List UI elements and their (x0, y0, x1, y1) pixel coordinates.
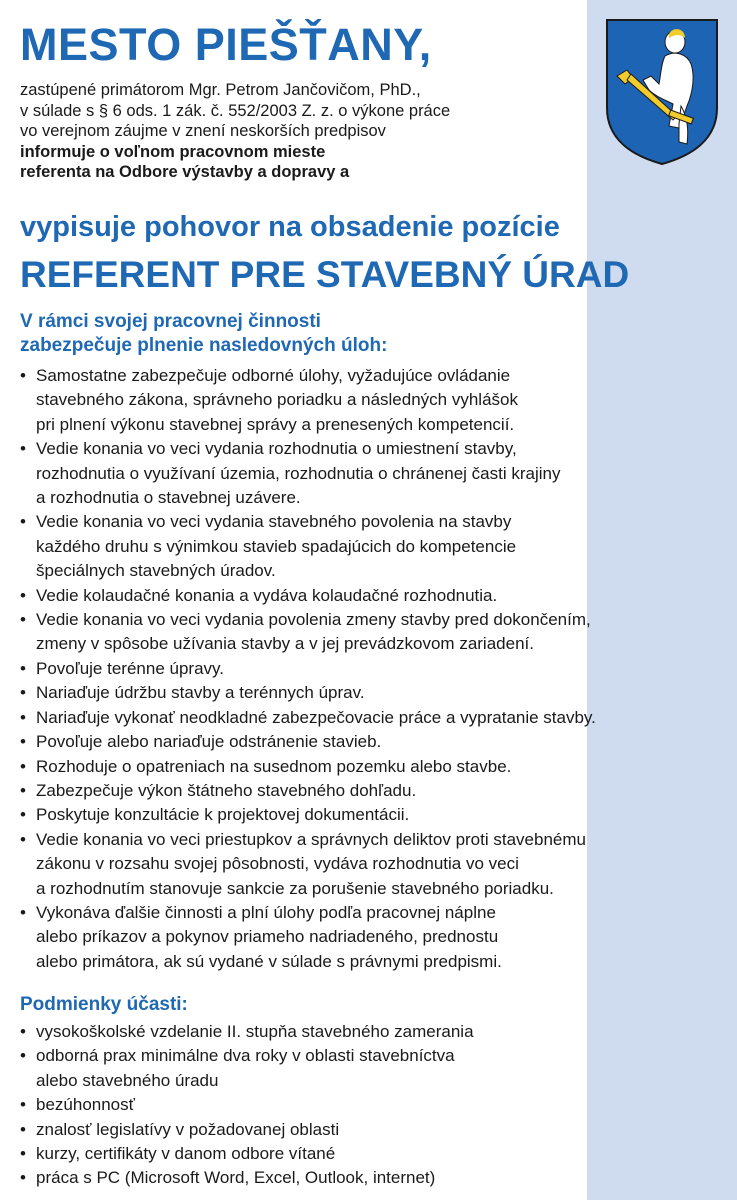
duty-item-line: • Samostatne zabezpečuje odborné úlohy, vyžadujúce ovládanie (36, 366, 511, 385)
duty-item-line: • Povoľuje terénne úpravy. (36, 658, 224, 678)
duty-item (20, 803, 732, 827)
duty-item-line: • Rozhoduje o opatreniach na susednom pozemku alebo stavbe. (36, 756, 512, 776)
duty-item-line: • Povoľuje alebo nariaďuje odstránenie stavieb. (36, 732, 382, 752)
intro-text (20, 80, 590, 183)
condition-item (20, 1142, 732, 1166)
duty-item (20, 901, 732, 974)
duty-item-line: pri plnení výkonu stavebnej správy a prenesených kompetencií. (36, 414, 515, 434)
duty-item (20, 584, 732, 608)
duty-item-line: • Vedie konania vo veci vydania rozhodnutia o umiestnení stavby, (36, 439, 517, 459)
condition-item-line: • práca s PC (Microsoft Word, Excel, Outlook, internet) (36, 1168, 436, 1188)
duties-heading-line: zabezpečuje plnenie nasledovných úloh: (20, 335, 388, 356)
duty-item-line: a rozhodnutia o stavebnej uzávere. (36, 488, 301, 508)
duties-heading-line: V rámci svojej pracovnej činnosti (20, 311, 321, 332)
duties-list (20, 364, 732, 974)
intro-line: zastúpené primátorom Mgr. Petrom Jančovičom, PhD., (20, 81, 421, 99)
duty-item (20, 828, 732, 901)
duty-item-line: alebo príkazov a pokynov priameho nadriadeného, prednostu (36, 927, 499, 947)
duty-item (20, 755, 732, 779)
duty-item (20, 437, 732, 510)
intro-bold-line: informuje o voľnom pracovnom mieste (20, 142, 326, 161)
duty-item-line: • Nariaďuje vykonať neodkladné zabezpečovacie práce a vypratanie stavby. (36, 707, 596, 727)
duty-item-line: • Vedie konania vo veci vydania povolenia zmeny stavby pred dokončením, (36, 610, 591, 630)
intro-line: vo verejnom záujme v znení neskorších predpisov (20, 122, 386, 140)
city-coat-of-arms-icon (603, 16, 721, 166)
condition-item-line: • kurzy, certifikáty v danom odbore vítané (36, 1144, 336, 1164)
duty-item (20, 657, 732, 681)
duty-item-line: • Vedie konania vo veci priestupkov a správnych deliktov proti stavebnému (36, 829, 586, 849)
duty-item-line: rozhodnutia o využívaní územia, rozhodnutia o chránenej časti krajiny (36, 463, 561, 483)
duty-item (20, 730, 732, 754)
duty-item-line: • Zabezpečuje výkon štátneho stavebného dohľadu. (36, 780, 417, 800)
duty-item-line: • Nariaďuje údržbu stavby a terénnych úprav. (36, 683, 365, 703)
condition-item-line: • znalosť legislatívy v požadovanej oblasti (36, 1119, 340, 1139)
duty-item (20, 681, 732, 705)
duty-item-line: špeciálnych stavebných úradov. (36, 561, 276, 581)
duty-item-line: • Vykonáva ďalšie činnosti a plní úlohy podľa pracovnej náplne (36, 902, 496, 922)
duty-item-line: a rozhodnutím stanovuje sankcie za porušenie stavebného poriadku. (36, 878, 554, 898)
duty-item-line: každého druhu s výnimkou stavieb spadajúcich do kompetencie (36, 536, 517, 556)
condition-item (20, 1118, 732, 1142)
duty-item-line: stavebného zákona, správneho poriadku a následných vyhlášok (36, 390, 518, 410)
duty-item-line: • Vedie konania vo veci vydania stavebného povolenia na stavby (36, 512, 512, 532)
condition-item-line: • odborná prax minimálne dva roky v oblasti stavebníctva (36, 1046, 455, 1066)
duty-item (20, 608, 732, 657)
condition-item (20, 1044, 732, 1093)
condition-item-line: alebo stavebného úradu (36, 1070, 219, 1090)
duty-item-line: • Vedie kolaudačné konania a vydáva kolaudačné rozhodnutia. (36, 585, 498, 605)
condition-item (20, 1093, 732, 1117)
duty-item (20, 779, 732, 803)
condition-item-line: • vysokoškolské vzdelanie II. stupňa stavebného zamerania (36, 1022, 474, 1041)
condition-item (20, 1166, 732, 1190)
intro-line: v súlade s § 6 ods. 1 zák. č. 552/2003 Z. z. o výkone práce (20, 101, 451, 120)
conditions-list (20, 1020, 732, 1191)
duty-item-line: zákonu v rozsahu svojej pôsobnosti, vydáva rozhodnutia vo veci (36, 854, 519, 874)
subheading: vypisuje pohovor na obsadenie pozície (20, 211, 560, 243)
duty-item-line: alebo primátora, ak sú vydané v súlade s právnymi predpismi. (36, 951, 502, 971)
duty-item-line: zmeny v spôsobe užívania stavby a v jej prevádzkovom zariadení. (36, 634, 534, 654)
page-title: MESTO PIEŠŤANY, (20, 19, 432, 70)
condition-item (20, 1020, 732, 1044)
condition-item-line: • bezúhonnosť (36, 1095, 136, 1115)
duty-item (20, 510, 732, 583)
duty-item-line: • Poskytuje konzultácie k projektovej dokumentácii. (36, 805, 410, 825)
duties-heading (20, 310, 387, 358)
conditions-heading: Podmienky účasti: (20, 994, 188, 1015)
duty-item (20, 364, 732, 437)
position-title: REFERENT PRE STAVEBNÝ ÚRAD (20, 254, 630, 295)
intro-bold-line: referenta na Odbore výstavby a dopravy a (20, 163, 350, 181)
duty-item (20, 706, 732, 730)
